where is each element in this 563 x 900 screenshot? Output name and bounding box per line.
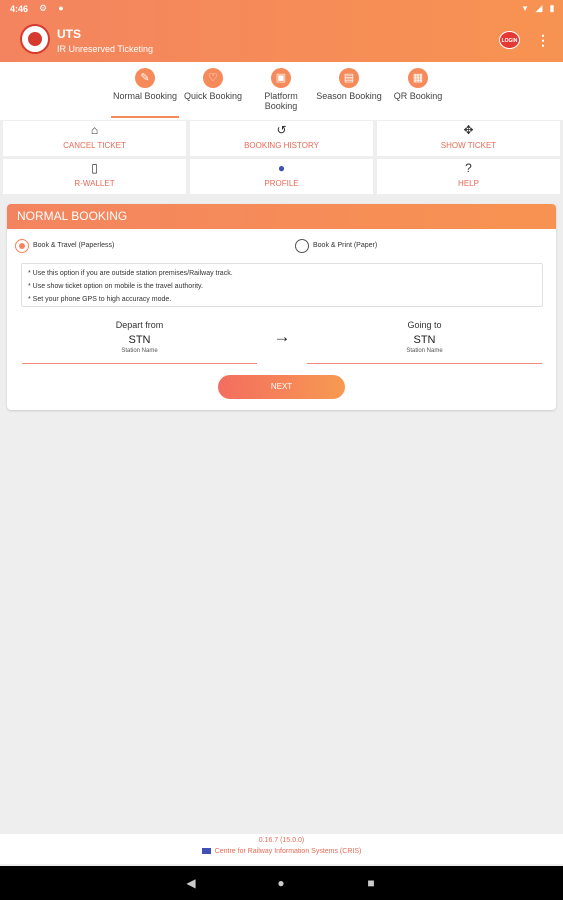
r-wallet-button[interactable] xyxy=(3,159,186,194)
next-button[interactable]: NEXT xyxy=(218,375,345,399)
card-title: NORMAL BOOKING xyxy=(7,204,556,229)
booking-notes xyxy=(21,263,543,307)
normal-booking-card xyxy=(7,204,556,410)
tab-normal-booking[interactable] xyxy=(111,68,179,101)
train-icon: ▣ xyxy=(271,68,291,88)
paperless-label: Book & Travel (Paperless) xyxy=(33,242,115,249)
grid-label: BOOKING HISTORY xyxy=(244,141,319,150)
railway-logo xyxy=(20,24,50,54)
show-ticket-button[interactable] xyxy=(377,121,560,156)
tab-season-booking[interactable] xyxy=(315,68,383,101)
help-icon: ? xyxy=(465,161,472,175)
help-button[interactable] xyxy=(377,159,560,194)
grid-label: PROFILE xyxy=(264,179,299,188)
tab-label: Normal Booking xyxy=(112,91,178,101)
tab-qr-booking[interactable] xyxy=(384,68,452,101)
tab-label: Platform Booking xyxy=(264,91,298,111)
app-subtitle: IR Unreserved Ticketing xyxy=(57,44,154,54)
tab-label: QR Booking xyxy=(393,91,443,101)
home-icon[interactable]: ● xyxy=(277,876,285,890)
wallet-icon: ▯ xyxy=(91,161,98,175)
cris-label: Centre for Railway Information Systems (CRIS) xyxy=(214,848,362,855)
cris-logo-icon xyxy=(202,848,211,854)
depart-from-field[interactable] xyxy=(22,320,257,364)
show-ticket-icon: ✥ xyxy=(463,123,474,137)
profile-button[interactable] xyxy=(190,159,373,194)
battery-icon: ▮ xyxy=(549,3,555,13)
signal-icon: ◢ xyxy=(535,3,543,13)
history-icon: ↺ xyxy=(276,123,287,137)
qr-icon: ▦ xyxy=(408,68,428,88)
status-bar xyxy=(0,0,563,18)
going-station-name: Station Name xyxy=(406,348,443,354)
app-title: UTS xyxy=(57,27,81,41)
footer xyxy=(0,834,563,864)
more-options-icon[interactable]: ⋮ xyxy=(536,32,550,48)
settings-icon: ⚙ xyxy=(38,3,48,13)
note-line: * Use this option if you are outside station premises/Railway track. xyxy=(28,270,233,277)
booking-type-menu xyxy=(0,62,563,120)
app-version: 0.16.7 (15.0.0) xyxy=(258,837,305,844)
grid-label: CANCEL TICKET xyxy=(63,141,126,150)
wifi-icon: ▾ xyxy=(522,3,528,13)
going-code: STN xyxy=(413,334,436,346)
dot-icon: ● xyxy=(58,3,64,13)
depart-station-name: Station Name xyxy=(121,348,158,354)
status-time: 4:46 xyxy=(10,4,29,14)
grid-label: R-WALLET xyxy=(74,179,115,188)
depart-label: Depart from xyxy=(115,320,164,330)
going-to-field[interactable] xyxy=(307,320,542,364)
system-nav-bar xyxy=(0,866,563,900)
arrow-right-icon[interactable]: → xyxy=(273,327,291,346)
app-bar xyxy=(0,18,563,62)
note-line: * Set your phone GPS to high accuracy mode. xyxy=(28,296,172,303)
action-grid xyxy=(3,121,560,195)
tab-label: Season Booking xyxy=(316,91,382,101)
going-label: Going to xyxy=(407,320,442,330)
back-icon[interactable]: ◀ xyxy=(186,876,196,890)
paper-label: Book & Print (Paper) xyxy=(313,242,378,249)
ticket-icon: ✎ xyxy=(135,68,155,88)
note-line: * Use show ticket option on mobile is the travel authority. xyxy=(28,283,203,290)
tab-platform-booking[interactable] xyxy=(247,68,315,111)
depart-code: STN xyxy=(128,334,151,346)
login-button[interactable]: LOGIN xyxy=(499,31,520,49)
cancel-ticket-icon: ⌂ xyxy=(90,123,99,137)
season-icon: ▤ xyxy=(339,68,359,88)
tab-quick-booking[interactable] xyxy=(179,68,247,101)
paperless-radio[interactable] xyxy=(15,239,29,253)
cris-link[interactable] xyxy=(0,848,563,855)
grid-label: SHOW TICKET xyxy=(440,141,497,150)
booking-history-button[interactable] xyxy=(190,121,373,156)
quick-icon: ♡ xyxy=(203,68,223,88)
cancel-ticket-button[interactable] xyxy=(3,121,186,156)
profile-icon: ● xyxy=(277,161,286,175)
grid-label: HELP xyxy=(458,179,479,188)
paper-radio[interactable] xyxy=(295,239,309,253)
recents-icon[interactable]: ■ xyxy=(367,876,375,890)
tab-label: Quick Booking xyxy=(183,91,243,101)
